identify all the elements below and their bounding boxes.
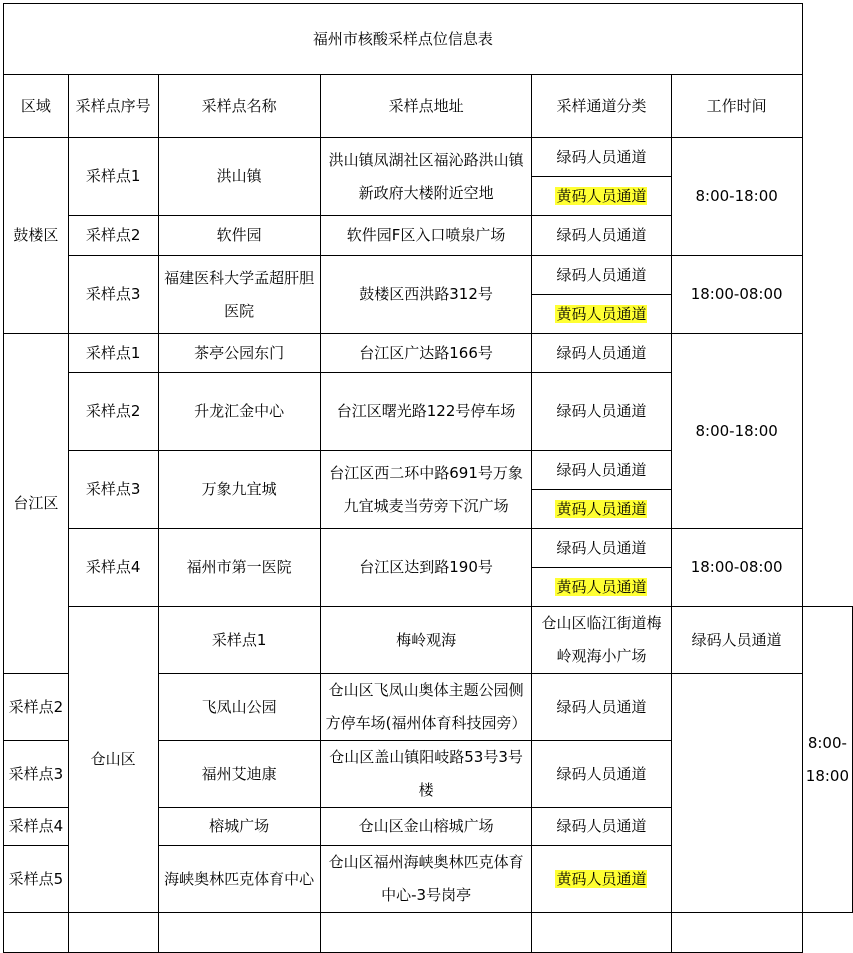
site-name: 福州艾迪康 xyxy=(158,741,320,808)
site-address: 仓山区金山榕城广场 xyxy=(320,808,532,846)
channel-yellow xyxy=(532,846,671,913)
site-number: 采样点4 xyxy=(4,808,69,846)
channel-green: 绿码人员通道 xyxy=(532,741,671,808)
site-name: 茶亭公园东门 xyxy=(158,334,320,373)
site-address: 仓山区福州海峡奥林匹克体育中心-3号岗亭 xyxy=(320,846,532,913)
site-address: 软件园F区入口喷泉广场 xyxy=(320,216,532,256)
site-name: 洪山镇 xyxy=(158,138,320,216)
site-name: 梅岭观海 xyxy=(320,607,532,674)
channel-green: 绿码人员通道 xyxy=(532,451,671,490)
header-site-number: 采样点序号 xyxy=(68,75,158,138)
site-address: 台江区广达路166号 xyxy=(320,334,532,373)
site-number: 采样点5 xyxy=(4,846,69,913)
header-district: 区域 xyxy=(4,75,69,138)
district-cell: 仓山区 xyxy=(68,607,158,913)
header-site-name: 采样点名称 xyxy=(158,75,320,138)
site-name: 海峡奥林匹克体育中心 xyxy=(158,846,320,913)
site-name: 升龙汇金中心 xyxy=(158,373,320,451)
site-address: 台江区西二环中路691号万象九宜城麦当劳旁下沉广场 xyxy=(320,451,532,529)
work-time: 8:00-18:00 xyxy=(802,607,852,913)
site-name: 榕城广场 xyxy=(158,808,320,846)
district-cell: 鼓楼区 xyxy=(4,138,69,334)
site-address: 仓山区临江街道梅岭观海小广场 xyxy=(532,607,671,674)
district-cell: 台江区 xyxy=(4,334,69,674)
channel-green: 绿码人员通道 xyxy=(532,138,671,177)
yellow-highlight: 黄码人员通道 xyxy=(556,186,647,205)
channel-green: 绿码人员通道 xyxy=(532,674,671,741)
site-number: 采样点1 xyxy=(68,334,158,373)
site-number: 采样点2 xyxy=(4,674,69,741)
site-name: 飞凤山公园 xyxy=(158,674,320,741)
site-address: 台江区达到路190号 xyxy=(320,529,532,607)
site-number: 采样点2 xyxy=(68,216,158,256)
site-number: 采样点4 xyxy=(68,529,158,607)
channel-green: 绿码人员通道 xyxy=(532,808,671,846)
yellow-highlight: 黄码人员通道 xyxy=(556,869,647,888)
site-address: 鼓楼区西洪路312号 xyxy=(320,256,532,334)
channel-yellow xyxy=(532,177,671,216)
header-site-address: 采样点地址 xyxy=(320,75,532,138)
site-name: 万象九宜城 xyxy=(158,451,320,529)
table-title: 福州市核酸采样点位信息表 xyxy=(4,4,803,75)
sampling-sites-table xyxy=(3,3,853,953)
work-time: 8:00-18:00 xyxy=(671,334,802,529)
channel-yellow xyxy=(532,568,671,607)
yellow-highlight: 黄码人员通道 xyxy=(556,304,647,323)
yellow-highlight: 黄码人员通道 xyxy=(556,577,647,596)
work-time: 18:00-08:00 xyxy=(671,256,802,334)
header-channel-type: 采样通道分类 xyxy=(532,75,671,138)
site-address: 仓山区盖山镇阳岐路53号3号楼 xyxy=(320,741,532,808)
channel-green: 绿码人员通道 xyxy=(532,373,671,451)
site-name: 福建医科大学孟超肝胆医院 xyxy=(158,256,320,334)
work-time: 18:00-08:00 xyxy=(671,529,802,607)
work-time: 8:00-18:00 xyxy=(671,138,802,256)
channel-yellow xyxy=(532,490,671,529)
site-number: 采样点1 xyxy=(68,138,158,216)
site-number: 采样点2 xyxy=(68,373,158,451)
yellow-highlight: 黄码人员通道 xyxy=(556,499,647,518)
site-name: 福州市第一医院 xyxy=(158,529,320,607)
site-address: 台江区曙光路122号停车场 xyxy=(320,373,532,451)
header-work-time: 工作时间 xyxy=(671,75,802,138)
channel-green: 绿码人员通道 xyxy=(532,256,671,295)
site-name: 软件园 xyxy=(158,216,320,256)
channel-green: 绿码人员通道 xyxy=(671,607,802,674)
channel-green: 绿码人员通道 xyxy=(532,216,671,256)
site-number: 采样点3 xyxy=(68,256,158,334)
site-address: 仓山区飞凤山奥体主题公园侧方停车场(福州体育科技园旁） xyxy=(320,674,532,741)
site-address: 洪山镇凤湖社区福沁路洪山镇新政府大楼附近空地 xyxy=(320,138,532,216)
site-number: 采样点1 xyxy=(158,607,320,674)
site-number: 采样点3 xyxy=(68,451,158,529)
channel-green: 绿码人员通道 xyxy=(532,529,671,568)
channel-green: 绿码人员通道 xyxy=(532,334,671,373)
channel-yellow xyxy=(532,295,671,334)
site-number: 采样点3 xyxy=(4,741,69,808)
